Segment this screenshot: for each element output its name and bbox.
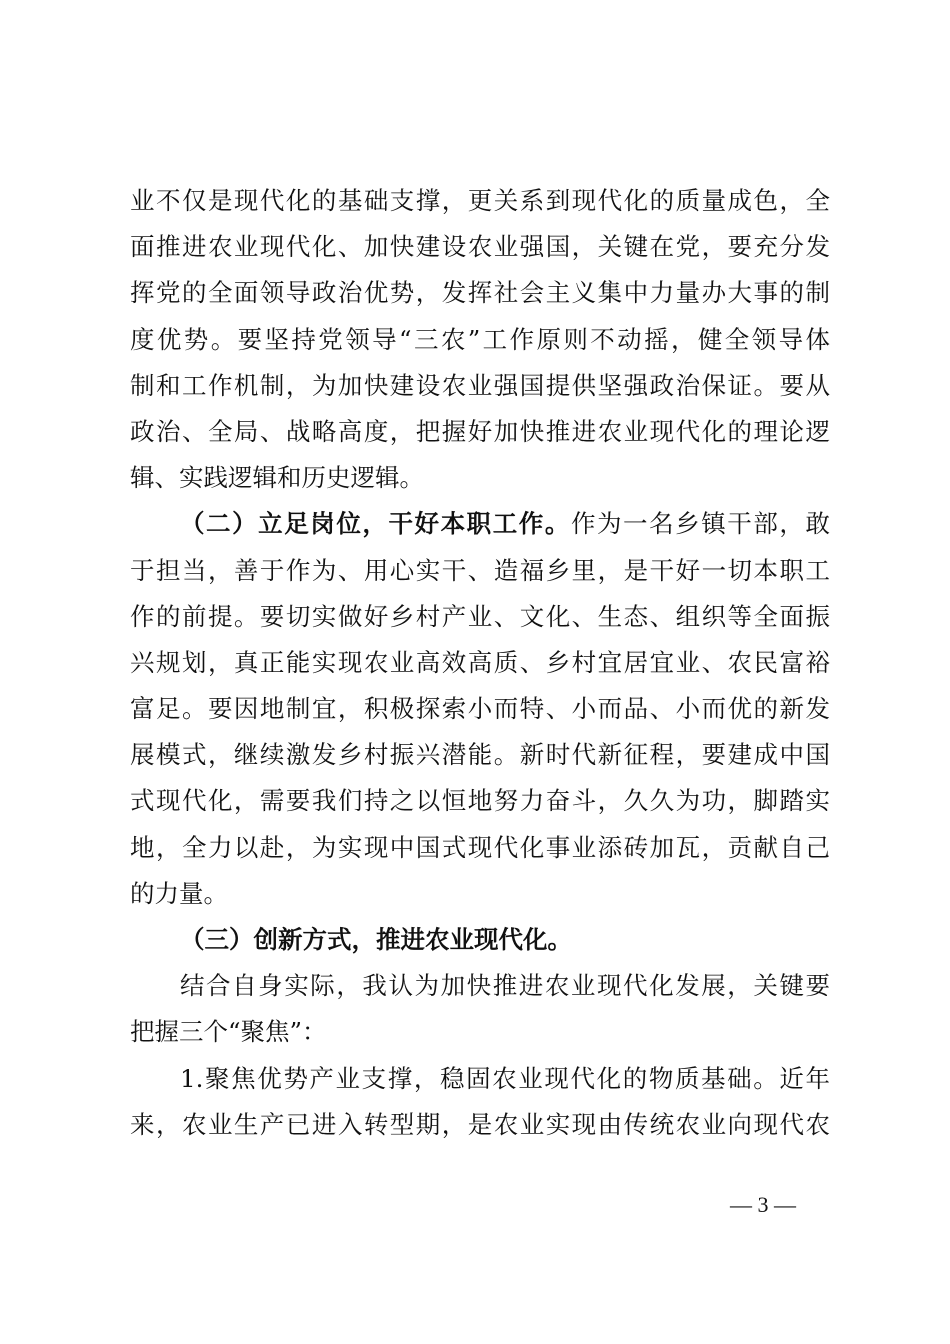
text-line: 富足。要因地制宜，积极探索小而特、小而品、小而优的新发 <box>130 694 830 724</box>
text-line: 式现代化，需要我们持之以恒地努力奋斗，久久为功，脚踏实 <box>130 786 830 816</box>
text-line: 结合自身实际，我认为加快推进农业现代化发展，关键要 <box>180 971 830 1001</box>
text-line: 辑、实践逻辑和历史逻辑。 <box>130 463 424 493</box>
text-line: 度优势。要坚持党领导“三农”工作原则不动摇，健全领导体 <box>130 324 830 354</box>
section-heading-2: （二）立足岗位，干好本职工作。 <box>180 509 571 539</box>
text-line: 业不仅是现代化的基础支撑，更关系到现代化的质量成色，全 <box>130 186 830 215</box>
text-line: 政治、全局、战略高度，把握好加快推进农业现代化的理论逻 <box>130 416 830 446</box>
body-text <box>130 178 830 1148</box>
page-number: — 3 — <box>730 1192 796 1217</box>
section-2-first-line <box>130 501 830 547</box>
text-line: 挥党的全面领导政治优势，发挥社会主义集中力量办大事的制 <box>130 278 830 308</box>
text-line: 面推进农业现代化、加快建设农业强国，关键在党，要充分发 <box>130 232 830 262</box>
text-line: 来，农业生产已进入转型期，是农业实现由传统农业向现代农 <box>130 1109 830 1139</box>
text-line: 1.聚焦优势产业支撑，稳固农业现代化的物质基础。近年 <box>180 1063 830 1093</box>
text-line: 作的前提。要切实做好乡村产业、文化、生态、组织等全面振 <box>130 601 830 631</box>
section-2-lead-text: 作为一名乡镇干部，敢 <box>570 509 830 539</box>
text-line: 兴规划，真正能实现农业高效高质、乡村宜居宜业、农民富裕 <box>130 647 830 677</box>
text-line: 的力量。 <box>130 878 228 908</box>
text-line: 展模式，继续激发乡村振兴潜能。新时代新征程，要建成中国 <box>130 740 830 770</box>
text-line: 于担当，善于作为、用心实干、造福乡里，是干好一切本职工 <box>130 555 830 585</box>
section-3-heading-line <box>130 917 830 963</box>
text-line: 把握三个“聚焦”： <box>130 1017 327 1047</box>
text-line: 地，全力以赴，为实现中国式现代化事业添砖加瓦，贡献自己 <box>130 832 830 862</box>
section-heading-3: （三）创新方式，推进农业现代化。 <box>180 925 572 954</box>
text-line: 制和工作机制，为加快建设农业强国提供坚强政治保证。要从 <box>130 370 830 400</box>
